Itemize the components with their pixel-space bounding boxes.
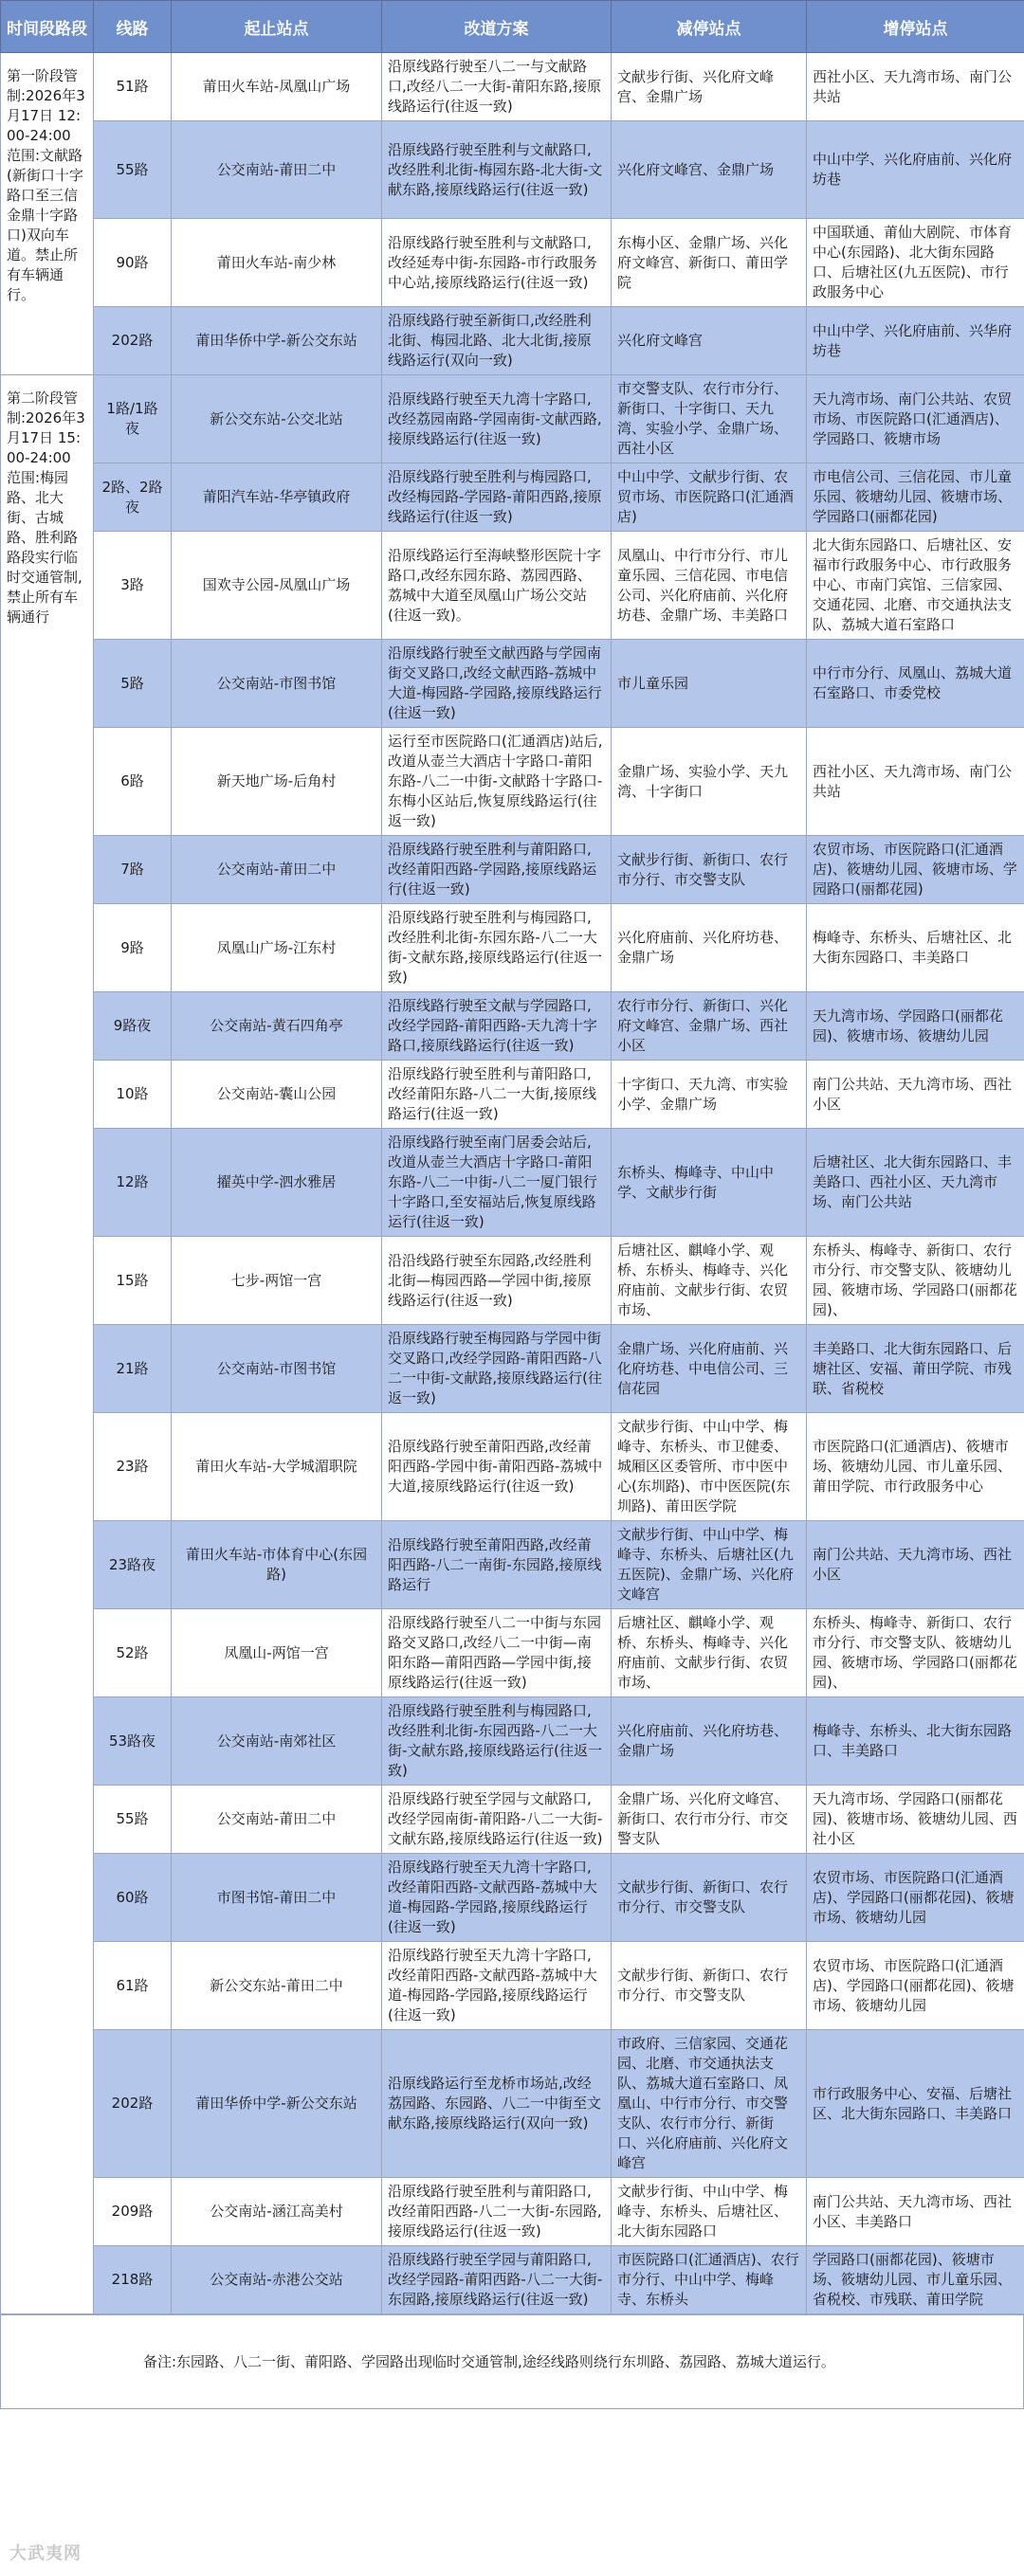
added-stops-cell: 南门公共站、天九湾市场、西社小区 — [807, 1521, 1024, 1609]
line-cell: 60路 — [94, 1854, 172, 1942]
plan-cell: 沿原线路行驶至胜利与梅园路口,改经梅园路-学园路-莆阳西路,接原线路运行(往返一致) — [382, 463, 612, 532]
stops-cell: 市图书馆-莆田二中 — [172, 1854, 382, 1942]
reduced-stops-cell: 凤凰山、中行市分行、市儿童乐园、三信花园、市电信公司、兴化府庙前、兴化府坊巷、金鼎广场、丰美路口 — [612, 532, 807, 640]
stops-cell: 莆田华侨中学-新公交东站 — [172, 2030, 382, 2178]
reduced-stops-cell: 市政府、三信家园、交通花园、北磨、市交通执法支队、荔城大道石室路口、凤凰山、中行市分行、市交警支队、农行市分行、新街口、兴化府庙前、兴化府文峰宫 — [612, 2030, 807, 2178]
line-cell: 61路 — [94, 1942, 172, 2030]
added-stops-cell: 市行政服务中心、安福、后塘社区、北大街东园路口、丰美路口 — [807, 2030, 1024, 2178]
stops-cell: 新公交东站-莆田二中 — [172, 1942, 382, 2030]
plan-cell: 沿原线路运行至龙桥市场站,改经荔园路、东园路、八二一中街至文献东路,接原线路运行(双向一致) — [382, 2030, 612, 2178]
line-cell: 202路 — [94, 2030, 172, 2178]
plan-cell: 沿原线路行驶至文献与学园路口,改经学园路-莆阳西路-天九湾十字路口,接原线路运行(往返一致) — [382, 992, 612, 1061]
line-cell: 9路夜 — [94, 992, 172, 1061]
reduced-stops-cell: 文献步行街、中山中学、梅峰寺、东桥头、后塘社区(九五医院)、金鼎广场、兴化府文峰宫 — [612, 1521, 807, 1609]
table-row — [1, 1061, 1024, 1129]
line-cell: 55路 — [94, 121, 172, 219]
added-stops-cell: 东桥头、梅峰寺、新街口、农行市分行、市交警支队、筱塘幼儿园、筱塘市场、学园路口(丽都花园)、 — [807, 1237, 1024, 1325]
added-stops-cell: 天九湾市场、学园路口(丽都花园)、筱塘市场、筱塘幼儿园、西社小区 — [807, 1786, 1024, 1854]
stops-cell: 新公交东站-公交北站 — [172, 375, 382, 463]
added-stops-cell: 后塘社区、北大街东园路口、丰美路口、西社小区、天九湾市场、南门公共站 — [807, 1129, 1024, 1237]
reduced-stops-cell: 后塘社区、麒峰小学、观桥、东桥头、梅峰寺、兴化府庙前、文献步行街、农贸市场、 — [612, 1609, 807, 1697]
added-stops-cell: 西社小区、天九湾市场、南门公共站 — [807, 53, 1024, 121]
plan-cell: 沿原线路行驶至八二一中街与东园路交叉路口,改经八二一中街—南阳东路—莆阳西路—学园中街,接原线路运行(往返一致) — [382, 1609, 612, 1697]
stops-cell: 莆田火车站-市体育中心(东园路) — [172, 1521, 382, 1609]
table-row — [1, 2178, 1024, 2246]
table-row — [1, 121, 1024, 219]
header-reduced-stops: 减停站点 — [612, 1, 807, 53]
plan-cell: 沿原线路行驶至胜利与梅园路口,改经胜利北街-东园西路-八二一大街-文献东路,接原线路运行(往返一致) — [382, 1697, 612, 1786]
table-row — [1, 904, 1024, 992]
reduced-stops-cell: 农行市分行、新街口、兴化府文峰宫、金鼎广场、西社小区 — [612, 992, 807, 1061]
table-row — [1, 1786, 1024, 1854]
added-stops-cell: 农贸市场、市医院路口(汇通酒店)、学园路口(丽都花园)、筱塘市场、筱塘幼儿园 — [807, 1942, 1024, 2030]
plan-cell: 沿原线路行驶至胜利与文献路口,改经延寿中街-东园路-市行政服务中心站,接原线路运行(往返一致) — [382, 219, 612, 307]
plan-cell: 沿原线路行驶至胜利与莆阳路口,改经莆阳东路-八二一大街,接原线路运行(往返一致) — [382, 1061, 612, 1129]
stops-cell: 公交南站-莆田二中 — [172, 1786, 382, 1854]
plan-cell: 沿原线路行驶至天九湾十字路口,改经荔园南路-学园南街-文献西路,接原线路运行(往返一致) — [382, 375, 612, 463]
line-cell: 23路夜 — [94, 1521, 172, 1609]
reduced-stops-cell: 兴化府庙前、兴化府坊巷、金鼎广场 — [612, 904, 807, 992]
plan-cell: 沿原线路行驶至莆阳西路,改经莆阳西路-学园中街-莆阳西路-荔城中大道,接原线路运行(往返一致) — [382, 1413, 612, 1521]
added-stops-cell: 中山中学、兴化府庙前、兴华府坊巷 — [807, 307, 1024, 375]
table-row — [1, 307, 1024, 375]
header-stops: 起止站点 — [172, 1, 382, 53]
added-stops-cell: 农贸市场、市医院路口(汇通酒店)、学园路口(丽都花园)、筱塘市场、筱塘幼儿园 — [807, 1854, 1024, 1942]
line-cell: 209路 — [94, 2178, 172, 2246]
plan-cell: 沿原线路行驶至胜利与莆阳路口,改经莆阳西路-八二一大街-东园路,接原线路运行(往返一致) — [382, 2178, 612, 2246]
line-cell: 15路 — [94, 1237, 172, 1325]
stops-cell: 公交南站-莆田二中 — [172, 836, 382, 904]
table-row — [1, 1942, 1024, 2030]
added-stops-cell: 中山中学、兴化府庙前、兴化府坊巷 — [807, 121, 1024, 219]
reduced-stops-cell: 中山中学、文献步行街、农贸市场、市医院路口(汇通酒店) — [612, 463, 807, 532]
added-stops-cell: 北大街东园路口、后塘社区、安福市行政服务中心、市行政服务中心、市南门宾馆、三信家园、交通花园、北磨、市交通执法支队、荔城大道石室路口 — [807, 532, 1024, 640]
table-row — [1, 1237, 1024, 1325]
header-line: 线路 — [94, 1, 172, 53]
line-cell: 52路 — [94, 1609, 172, 1697]
line-cell: 10路 — [94, 1061, 172, 1129]
table-row — [1, 53, 1024, 121]
plan-cell: 沿沿线路行驶至东园路,改经胜利北街—梅园西路—学园中街,接原线路运行(往返一致) — [382, 1237, 612, 1325]
table-row — [1, 1325, 1024, 1413]
table-row — [1, 1413, 1024, 1521]
added-stops-cell: 农贸市场、市医院路口(汇通酒店)、筱塘幼儿园、筱塘市场、学园路口(丽都花园) — [807, 836, 1024, 904]
stops-cell: 公交南站-市图书馆 — [172, 1325, 382, 1413]
added-stops-cell: 市电信公司、三信花园、市儿童乐园、筱塘幼儿园、筱塘市场、学园路口(丽都花园) — [807, 463, 1024, 532]
plan-cell: 运行至市医院路口(汇通酒店)站后,改道从壶兰大酒店十字路口-莆阳东路-八二一中街-文献路十字路口-东梅小区站后,恢复原线路运行(往返一致) — [382, 728, 612, 836]
plan-cell: 沿原线路行驶至梅园路与学园中街交叉路口,改经学园路-莆阳西路-八二一中街-文献路,接原线路运行(往返一致) — [382, 1325, 612, 1413]
table-row — [1, 1854, 1024, 1942]
line-cell: 218路 — [94, 2246, 172, 2314]
line-cell: 2路、2路夜 — [94, 463, 172, 532]
table-row — [1, 1129, 1024, 1237]
plan-cell: 沿原线路行驶至新街口,改经胜利北街、梅园北路、北大北街,接原线路运行(双向一致) — [382, 307, 612, 375]
stops-cell: 公交南站-涵江高美村 — [172, 2178, 382, 2246]
stops-cell: 莆田火车站-南少林 — [172, 219, 382, 307]
added-stops-cell: 南门公共站、天九湾市场、西社小区 — [807, 1061, 1024, 1129]
plan-cell: 沿原线路行驶至天九湾十字路口,改经莆阳西路-文献西路-荔城中大道-梅园路-学园路,接原线路运行(往返一致) — [382, 1942, 612, 2030]
added-stops-cell: 丰美路口、北大街东园路口、后塘社区、安福、莆田学院、市残联、省税校 — [807, 1325, 1024, 1413]
added-stops-cell: 梅峰寺、东桥头、北大街东园路口、丰美路口 — [807, 1697, 1024, 1786]
reduced-stops-cell: 兴化府庙前、兴化府坊巷、金鼎广场 — [612, 1697, 807, 1786]
stops-cell: 莆田火车站-大学城湄职院 — [172, 1413, 382, 1521]
stops-cell: 莆田火车站-凤凰山广场 — [172, 53, 382, 121]
reduced-stops-cell: 东桥头、梅峰寺、中山中学、文献步行街 — [612, 1129, 807, 1237]
table-row — [1, 463, 1024, 532]
added-stops-cell: 中行市分行、凤凰山、荔城大道石室路口、市委党校 — [807, 640, 1024, 728]
reduced-stops-cell: 兴化府文峰宫、金鼎广场 — [612, 121, 807, 219]
header-plan: 改道方案 — [382, 1, 612, 53]
phase-1-cell: 第一阶段管制:2026年3月17日 12:00-24:00 范围:文献路(新街口十字路口至三信金鼎十字路口)双向车道。禁止所有车辆通行。 — [1, 53, 94, 375]
reduced-stops-cell: 市儿童乐园 — [612, 640, 807, 728]
added-stops-cell: 天九湾市场、学园路口(丽都花园)、筱塘市场、筱塘幼儿园 — [807, 992, 1024, 1061]
plan-cell: 沿原线路行驶至南门居委会站后,改道从壶兰大酒店十字路口-莆阳东路-八二一中街-八二一厦门银行十字路口,至安福站后,恢复原线路运行(往返一致) — [382, 1129, 612, 1237]
stops-cell: 新天地广场-后角村 — [172, 728, 382, 836]
table-row — [1, 1609, 1024, 1697]
line-cell: 51路 — [94, 53, 172, 121]
plan-cell: 沿原线路行驶至八二一与文献路口,改经八二一大街-莆阳东路,接原线路运行(往返一致) — [382, 53, 612, 121]
plan-cell: 沿原线路行驶至胜利与莆阳路口,改经莆阳西路-学园路,接原线路运行(往返一致) — [382, 836, 612, 904]
line-cell: 9路 — [94, 904, 172, 992]
line-cell: 3路 — [94, 532, 172, 640]
plan-cell: 沿原线路行驶至学园与莆阳路口,改经学园路-莆阳西路-八二一大街-东园路,接原线路运行(往返一致) — [382, 2246, 612, 2314]
stops-cell: 公交南站-赤港公交站 — [172, 2246, 382, 2314]
reduced-stops-cell: 文献步行街、新街口、农行市分行、市交警支队 — [612, 1854, 807, 1942]
reduced-stops-cell: 文献步行街、新街口、农行市分行、市交警支队 — [612, 1942, 807, 2030]
line-cell: 55路 — [94, 1786, 172, 1854]
reduced-stops-cell: 文献步行街、兴化府文峰宫、金鼎广场 — [612, 53, 807, 121]
table-header-row — [1, 1, 1024, 53]
stops-cell: 擢英中学-泗水雅居 — [172, 1129, 382, 1237]
line-cell: 53路夜 — [94, 1697, 172, 1786]
stops-cell: 凤凰山-两馆一宫 — [172, 1609, 382, 1697]
added-stops-cell: 市医院路口(汇通酒店)、筱塘市场、筱塘幼儿园、市儿童乐园、莆田学院、市行政服务中心 — [807, 1413, 1024, 1521]
reduced-stops-cell: 市交警支队、农行市分行、新街口、十字街口、天九湾、实验小学、金鼎广场、西社小区 — [612, 375, 807, 463]
stops-cell: 公交南站-黄石四角亭 — [172, 992, 382, 1061]
plan-cell: 沿原线路行驶至胜利与梅园路口,改经胜利北街-东园东路-八二一大街-文献东路,接原线路运行(往返一致) — [382, 904, 612, 992]
reduced-stops-cell: 兴化府文峰宫 — [612, 307, 807, 375]
stops-cell: 公交南站-囊山公园 — [172, 1061, 382, 1129]
table-row — [1, 728, 1024, 836]
header-added-stops: 增停站点 — [807, 1, 1024, 53]
table-row — [1, 1521, 1024, 1609]
table-row — [1, 2030, 1024, 2178]
table-row — [1, 640, 1024, 728]
note: 备注:东园路、八二一街、莆阳路、学园路出现临时交通管制,途经线路则绕行东圳路、荔园路、荔城大道运行。 — [0, 2314, 1024, 2409]
plan-cell: 沿原线路行驶至莆阳西路,改经莆阳西路-八二一南街-东园路,接原线路运行 — [382, 1521, 612, 1609]
table-row — [1, 1697, 1024, 1786]
table-row — [1, 836, 1024, 904]
table-row — [1, 219, 1024, 307]
stops-cell: 公交南站-南郊社区 — [172, 1697, 382, 1786]
stops-cell: 凤凰山广场-江东村 — [172, 904, 382, 992]
added-stops-cell: 天九湾市场、南门公共站、农贸市场、市医院路口(汇通酒店)、学园路口、筱塘市场 — [807, 375, 1024, 463]
reduced-stops-cell: 金鼎广场、实验小学、天九湾、十字街口 — [612, 728, 807, 836]
line-cell: 90路 — [94, 219, 172, 307]
reduced-stops-cell: 文献步行街、新街口、农行市分行、市交警支队 — [612, 836, 807, 904]
added-stops-cell: 梅峰寺、东桥头、后塘社区、北大街东园路口、丰美路口 — [807, 904, 1024, 992]
plan-cell: 沿原线路行驶至胜利与文献路口,改经胜利北街-梅园东路-北大街-文献东路,接原线路运行(往返一致) — [382, 121, 612, 219]
line-cell: 5路 — [94, 640, 172, 728]
line-cell: 6路 — [94, 728, 172, 836]
plan-cell: 沿原线路行驶至学园与文献路口,改经学园南街-莆阳路-八二一大街-文献东路,接原线路运行(往返一致) — [382, 1786, 612, 1854]
plan-cell: 沿原线路运行至海峡整形医院十字路口,改经东园东路、荔园西路、荔城中大道至凤凰山广场公交站(往返一致)。 — [382, 532, 612, 640]
stops-cell: 公交南站-市图书馆 — [172, 640, 382, 728]
stops-cell: 莆田华侨中学-新公交东站 — [172, 307, 382, 375]
line-cell: 202路 — [94, 307, 172, 375]
stops-cell: 七步-两馆一宫 — [172, 1237, 382, 1325]
stops-cell: 莆阳汽车站-华亭镇政府 — [172, 463, 382, 532]
reduced-stops-cell: 文献步行街、中山中学、梅峰寺、东桥头、市卫健委、城厢区区委管所、市中医中心(东圳路)、市中医医院(东圳路)、莆田医学院 — [612, 1413, 807, 1521]
line-cell: 7路 — [94, 836, 172, 904]
added-stops-cell: 东桥头、梅峰寺、新街口、农行市分行、市交警支队、筱塘幼儿园、筱塘市场、学园路口(丽都花园)、 — [807, 1609, 1024, 1697]
table-row — [1, 532, 1024, 640]
line-cell: 1路/1路夜 — [94, 375, 172, 463]
added-stops-cell: 中国联通、莆仙大剧院、市体育中心(东园路)、北大街东园路口、后塘社区(九五医院)、市行政服务中心 — [807, 219, 1024, 307]
reduced-stops-cell: 金鼎广场、兴化府庙前、兴化府坊巷、中电信公司、三信花园 — [612, 1325, 807, 1413]
reduced-stops-cell: 金鼎广场、兴化府文峰宫、新街口、农行市分行、市交警支队 — [612, 1786, 807, 1854]
watermark-logo: 大武夷网 — [9, 2544, 82, 2564]
plan-cell: 沿原线路行驶至天九湾十字路口,改经莆阳西路-文献西路-荔城中大道-梅园路-学园路,接原线路运行(往返一致) — [382, 1854, 612, 1942]
reduced-stops-cell: 后塘社区、麒峰小学、观桥、东桥头、梅峰寺、兴化府庙前、文献步行街、农贸市场、 — [612, 1237, 807, 1325]
line-cell: 21路 — [94, 1325, 172, 1413]
reduced-stops-cell: 文献步行街、中山中学、梅峰寺、东桥头、后塘社区、北大街东园路口 — [612, 2178, 807, 2246]
stops-cell: 公交南站-莆田二中 — [172, 121, 382, 219]
added-stops-cell: 西社小区、天九湾市场、南门公共站 — [807, 728, 1024, 836]
stops-cell: 国欢寺公园-凤凰山广场 — [172, 532, 382, 640]
added-stops-cell: 南门公共站、天九湾市场、西社小区、丰美路口 — [807, 2178, 1024, 2246]
added-stops-cell: 学园路口(丽都花园)、筱塘市场、筱塘幼儿园、市儿童乐园、省税校、市残联、莆田学院 — [807, 2246, 1024, 2314]
table-row — [1, 992, 1024, 1061]
plan-cell: 沿原线路行驶至文献西路与学园南街交叉路口,改经文献西路-荔城中大道-梅园路-学园路,接原线路运行(往返一致) — [382, 640, 612, 728]
line-cell: 23路 — [94, 1413, 172, 1521]
reduced-stops-cell: 十字街口、天九湾、市实验小学、金鼎广场 — [612, 1061, 807, 1129]
table-row — [1, 2246, 1024, 2314]
line-cell: 12路 — [94, 1129, 172, 1237]
reduced-stops-cell: 市医院路口(汇通酒店)、农行市分行、中山中学、梅峰寺、东桥头 — [612, 2246, 807, 2314]
header-time-section: 时间段路段 — [1, 1, 94, 53]
table-row — [1, 375, 1024, 463]
reduced-stops-cell: 东梅小区、金鼎广场、兴化府文峰宫、新街口、莆田学院 — [612, 219, 807, 307]
phase-2-cell: 第二阶段管制:2026年3月17日 15:00-24:00 范围:梅园路、北大街、古城路、胜利路路段实行临时交通管制,禁止所有车辆通行 — [1, 375, 94, 2314]
